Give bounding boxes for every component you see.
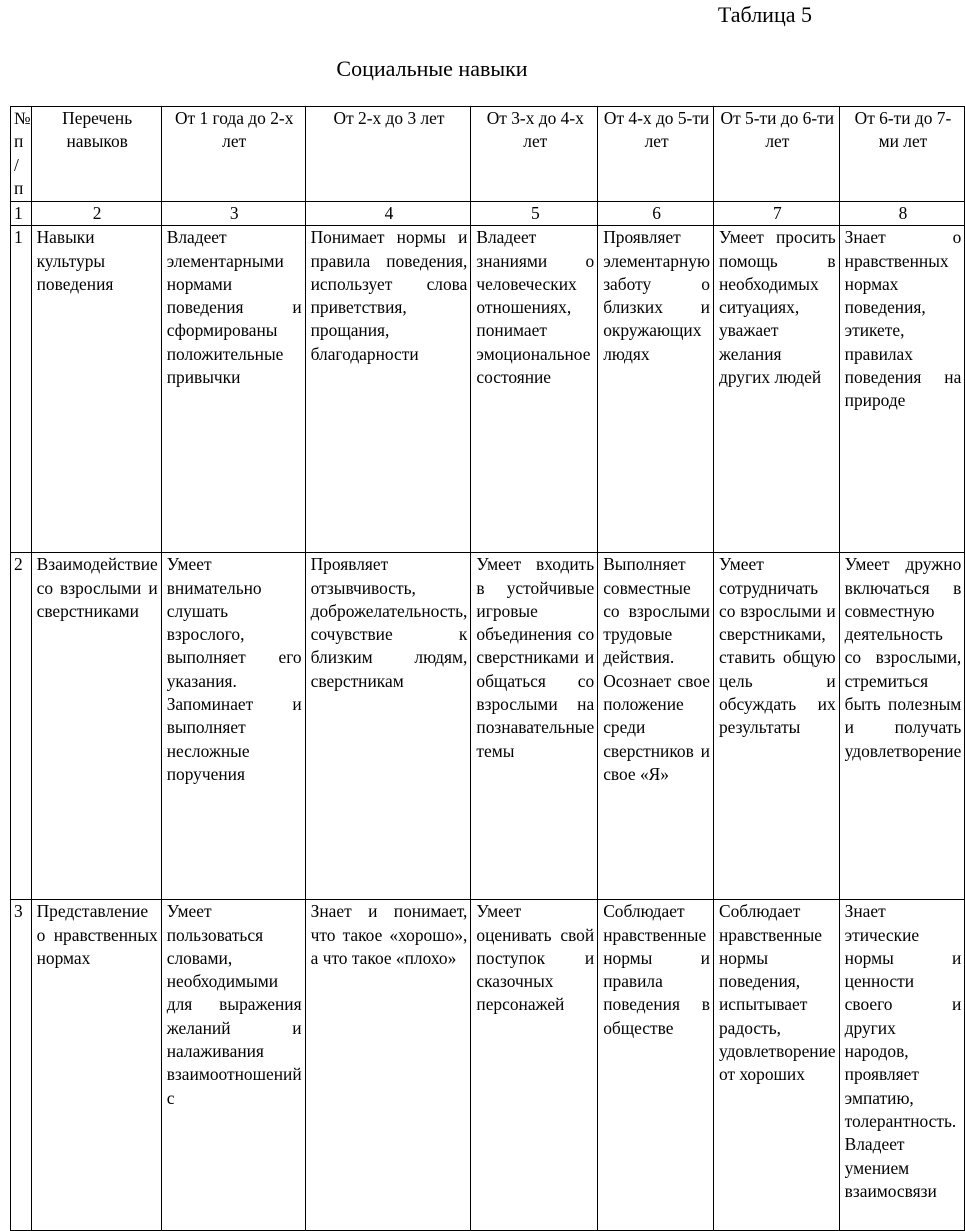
column-number: 8 xyxy=(839,202,965,226)
table-cell: Взаимодействие со взрослыми и сверстниками xyxy=(31,553,161,900)
table-cell: Умеет оценивать свой поступок и сказочных персонажей xyxy=(471,900,598,1231)
column-header: От 4-х до 5-ти лет xyxy=(598,107,714,202)
table-cell: Знает и понимает, что такое «хорошо», а что такое «плохо» xyxy=(305,900,471,1231)
table-row xyxy=(11,553,965,900)
column-header: От 6-ти до 7-ми лет xyxy=(839,107,965,202)
table-row xyxy=(11,900,965,1231)
column-header: От 1 года до 2-х лет xyxy=(161,107,305,202)
table-cell: Проявляет отзывчивость, доброжелательность, сочувствие к близким людям, сверстникам xyxy=(305,553,471,900)
table-cell: Выполняет совместные со взрослыми трудовые действия. Осознает свое положение среди сверстников и свое «Я» xyxy=(598,553,714,900)
column-number: 7 xyxy=(713,202,839,226)
skills-table xyxy=(10,106,965,1231)
table-cell: Владеет знаниями о человеческих отношениях, понимает эмоциональное состояние xyxy=(471,226,598,553)
table-label: Таблица 5 xyxy=(717,2,812,27)
table-cell: Умеет пользоваться словами, необходимыми для выражения желаний и налаживания взаимоотношений с xyxy=(161,900,305,1231)
table-cell: Соблюдает нравственные нормы и правила поведения в обществе xyxy=(598,900,714,1231)
column-number: 1 xyxy=(11,202,32,226)
table-cell: Понимает нормы и правила поведения, использует слова приветствия, прощания, благодарности xyxy=(305,226,471,553)
table-cell: Проявляет элементарную заботу о близких и окружающих людях xyxy=(598,226,714,553)
table-cell: Владеет элементарными нормами поведения и сформированы положительные привычки xyxy=(161,226,305,553)
column-header: От 2-х до 3 лет xyxy=(305,107,471,202)
table-cell: 2 xyxy=(11,553,32,900)
table-cell: Умеет сотрудничать со взрослыми и сверстниками, ставить общую цель и обсуждать их результаты xyxy=(713,553,839,900)
column-header: № п / п xyxy=(11,107,32,202)
column-header: Перечень навыков xyxy=(31,107,161,202)
table-cell: Навыки культуры поведения xyxy=(31,226,161,553)
table-cell: Знает этические нормы и ценности своего и других народов, проявляет эмпатию, толерантность. Владеет умением взаимосвязи xyxy=(839,900,965,1231)
table-cell: 1 xyxy=(11,226,32,553)
table-cell: Умеет просить помощь в необходимых ситуациях, уважает желания других людей xyxy=(713,226,839,553)
column-number-row xyxy=(11,202,965,226)
column-number: 2 xyxy=(31,202,161,226)
table-cell: 3 xyxy=(11,900,32,1231)
table-cell: Умеет входить в устойчивые игровые объединения со сверстниками и общаться со взрослыми на познавательные темы xyxy=(471,553,598,900)
table-cell: Знает о нравственных нормах поведения, этикете, правилах поведения на природе xyxy=(839,226,965,553)
column-number: 5 xyxy=(471,202,598,226)
column-header: От 3-х до 4-х лет xyxy=(471,107,598,202)
table-row xyxy=(11,226,965,553)
table-cell: Представление о нравственных нормах xyxy=(31,900,161,1231)
column-number: 6 xyxy=(598,202,714,226)
page-title: Социальные навыки xyxy=(336,56,528,81)
column-header: От 5-ти до 6-ти лет xyxy=(713,107,839,202)
table-cell: Умеет дружно включаться в совместную деятельность со взрослыми, стремиться быть полезным и получать удовлетворение xyxy=(839,553,965,900)
table-cell: Соблюдает нравственные нормы поведения, испытывает радость, удовлетворение от хороших xyxy=(713,900,839,1231)
header-row xyxy=(11,107,965,202)
column-number: 4 xyxy=(305,202,471,226)
table-cell: Умеет внимательно слушать взрослого, выполняет его указания. Запоминает и выполняет несложные поручения xyxy=(161,553,305,900)
column-number: 3 xyxy=(161,202,305,226)
